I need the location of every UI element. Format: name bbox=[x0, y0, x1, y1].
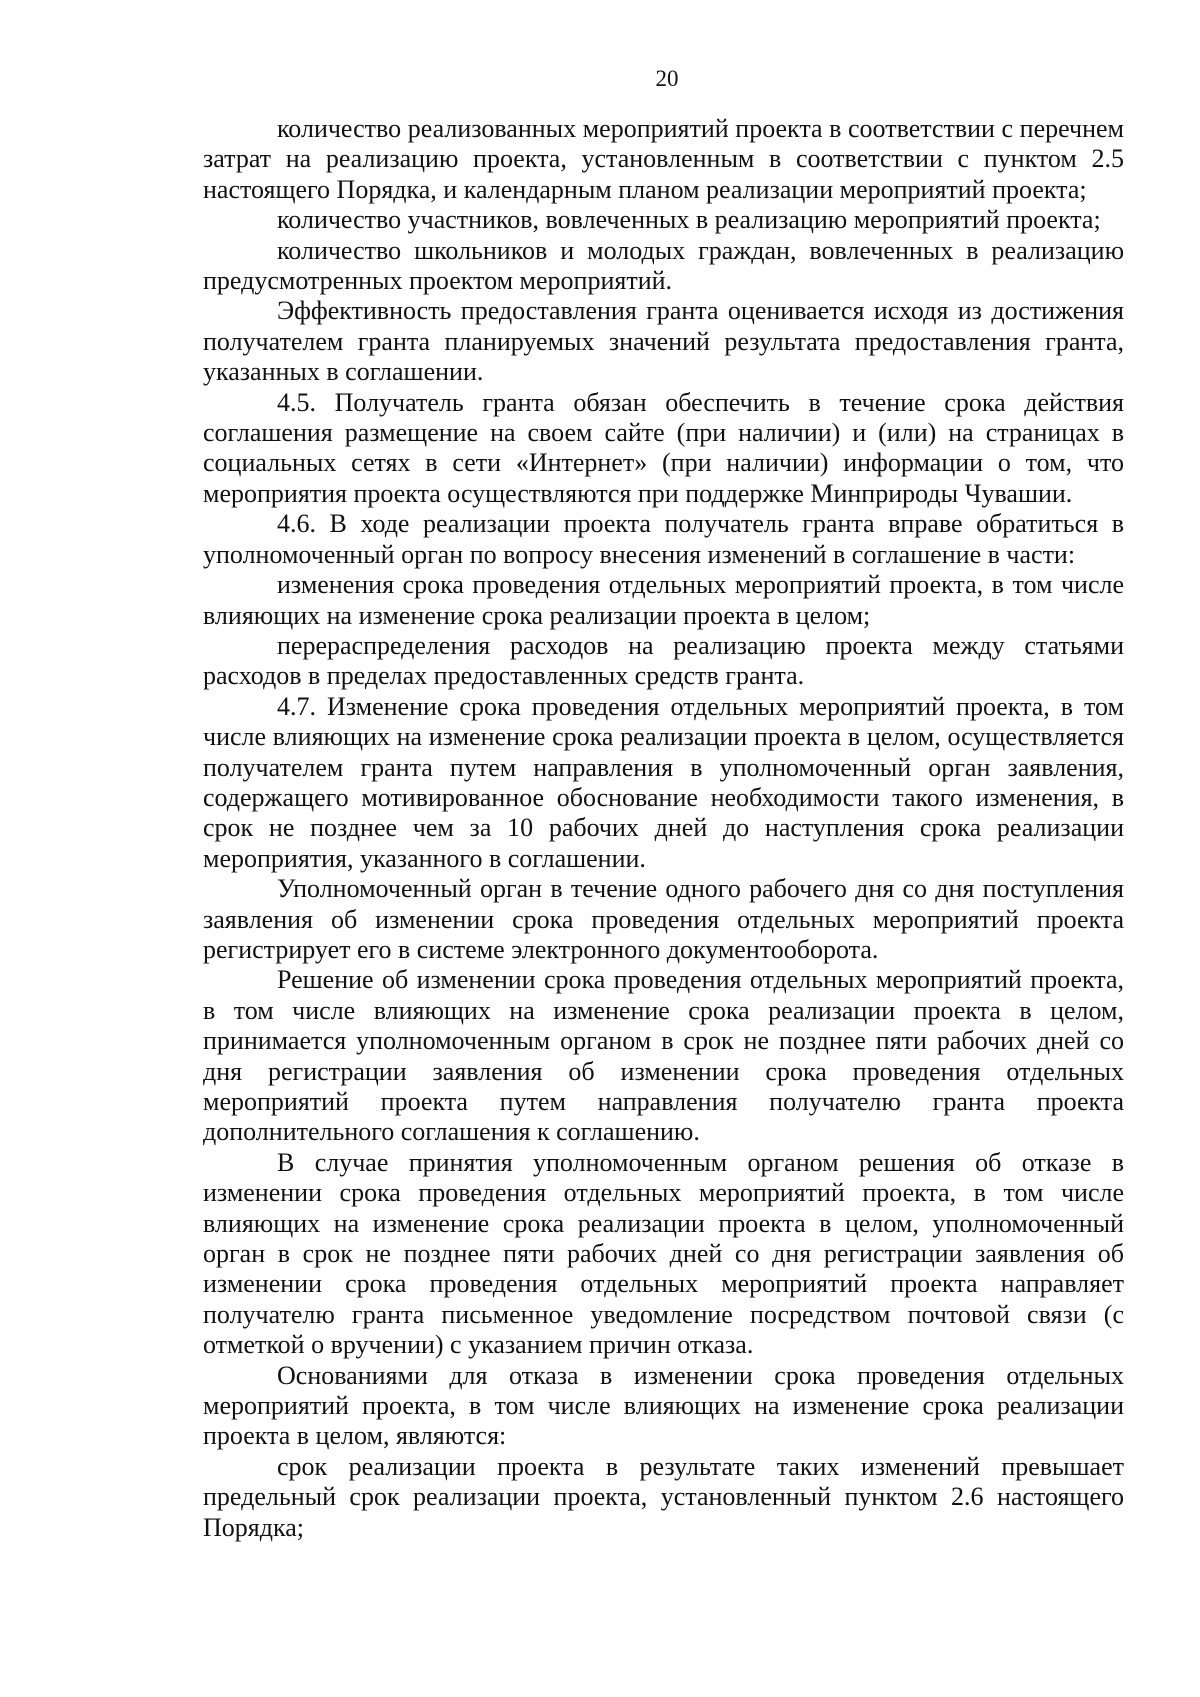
paragraph-participants-count: количество участников, вовлеченных в реализацию мероприятий проекта; bbox=[277, 205, 1101, 235]
paragraph-grant-efficiency: Эффективность предоставления гранта оценивается исходя из достижения получателем гранта планируемых значений результата предоставления гранта, указанных в соглашении. bbox=[203, 296, 1124, 387]
page-number: 20 bbox=[655, 66, 679, 91]
document-body bbox=[203, 114, 1124, 1543]
paragraph-implemented-events-count: количество реализованных мероприятий проекта в соответствии с перечнем затрат на реализацию проекта, установленным в соответствии с пунктом 2.5 настоящего Порядка, и календарным планом реализации мероприятий проекта; bbox=[203, 114, 1124, 204]
paragraph-students-youth-count: количество школьников и молодых граждан, вовлеченных в реализацию предусмотренных проектом мероприятий. bbox=[203, 235, 1124, 296]
paragraph-decision-change: Решение об изменении срока проведения отдельных мероприятий проекта, в том числе влияющих на изменение срока реализации проекта в целом, принимается уполномоченным органом в срок не позднее пяти рабочих дней со дня регистрации заявления об изменении срока проведения отдельных мероприятий проекта путем направления получателю гранта проекта дополнительного соглашения к соглашению. bbox=[203, 965, 1124, 1147]
paragraph-term-exceeds-limit: срок реализации проекта в результате таких изменений превышает предельный срок реализации проекта, установленный пунктом 2.6 настоящего Порядка; bbox=[203, 1451, 1124, 1542]
paragraph-refusal-grounds: Основаниями для отказа в изменении срока проведения отдельных мероприятий проекта, в том числе влияющих на изменение срока реализации проекта в целом, являются: bbox=[203, 1360, 1124, 1451]
paragraph-registration-application: Уполномоченный орган в течение одного рабочего дня со дня поступления заявления об изменении срока проведения отдельных мероприятий проекта регистрирует его в системе электронного документооборота. bbox=[203, 874, 1124, 964]
paragraph-change-event-term: изменения срока проведения отдельных мероприятий проекта, в том числе влияющих на изменение срока реализации проекта в целом; bbox=[203, 570, 1124, 630]
paragraph-clause-4-6: 4.6. В ходе реализации проекта получатель гранта вправе обратиться в уполномоченный орган по вопросу внесения изменений в соглашение в части: bbox=[203, 509, 1124, 569]
paragraph-refusal-decision: В случае принятия уполномоченным органом решения об отказе в изменении срока проведения отдельных мероприятий проекта, в том числе влияющих на изменение срока реализации проекта в целом, уполномоченный орган в срок не позднее пяти рабочих дней со дня регистрации заявления об изменении срока проведения отдельных мероприятий проекта направляет получателю гранта письменное уведомление посредством почтовой связи (с отметкой о вручении) с указанием причин отказа. bbox=[203, 1147, 1124, 1360]
paragraph-clause-4-7: 4.7. Изменение срока проведения отдельных мероприятий проекта, в том числе влияющих на изменение срока реализации проекта в целом, осуществляется получателем гранта путем направления в уполномоченный орган заявления, содержащего мотивированное обоснование необходимости такого изменения, в срок не позднее чем за 10 рабочих дней до наступления срока реализации мероприятия, указанного в соглашении. bbox=[203, 691, 1124, 873]
paragraph-redistribution-expenses: перераспределения расходов на реализацию проекта между статьями расходов в пределах предоставленных средств гранта. bbox=[203, 630, 1124, 691]
paragraph-clause-4-5: 4.5. Получатель гранта обязан обеспечить в течение срока действия соглашения размещение на своем сайте (при наличии) и (или) на страницах в социальных сетях в сети «Интернет» (при наличии) информации о том, что мероприятия проекта осуществляются при поддержке Минприроды Чувашии. bbox=[203, 387, 1124, 508]
